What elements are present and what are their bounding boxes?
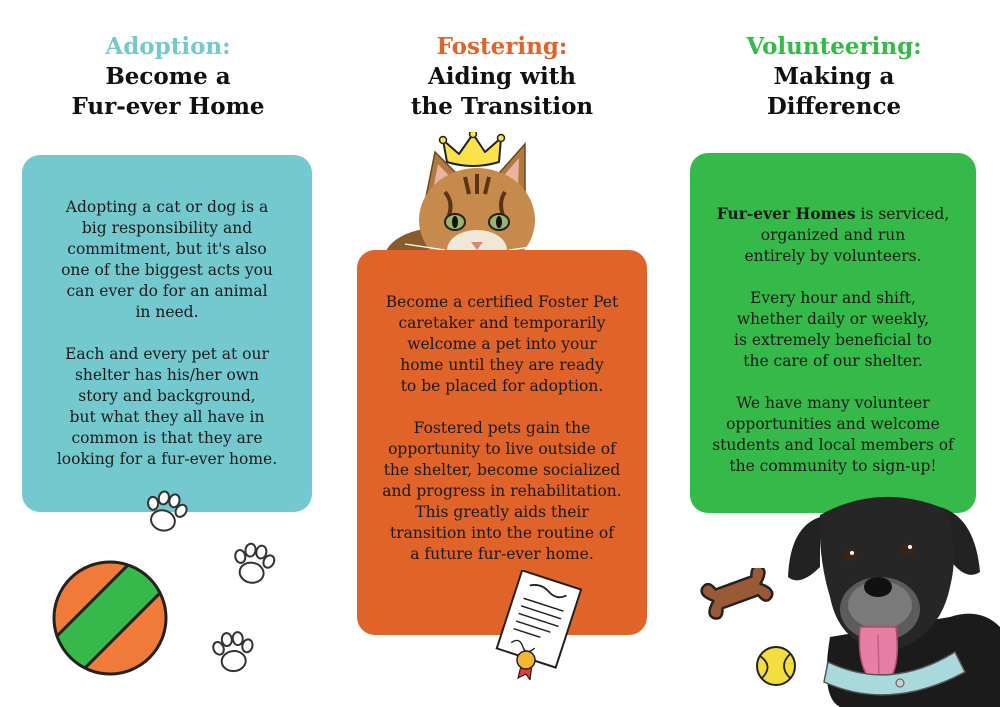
volunteering-paragraph-3: We have many volunteer opportunities and welcome students and local members of the community to sign-up! <box>712 394 954 475</box>
volunteering-paragraph-2: Every hour and shift, whether daily or weekly, is extremely beneficial to the care of our shelter. <box>734 289 932 370</box>
fostering-paragraph-2: Fostered pets gain the opportunity to live outside of the shelter, become socialized and progress in rehabilitation. This greatly aids their transition into the routine of a future fur-ever home. <box>382 419 622 563</box>
adoption-paragraph-1: Adopting a cat or dog is a big responsibility and commitment, but it's also one of the biggest acts you can ever do for an animal in need. <box>61 198 273 321</box>
ball-icon <box>50 558 170 678</box>
adoption-paragraph-2: Each and every pet at our shelter has his/her own story and background, but what they all have in common is that they are looking for a fur-ever home. <box>56 345 278 468</box>
volunteering-heading <box>684 32 984 122</box>
fostering-kicker: Fostering: <box>436 33 568 60</box>
volunteering-panel <box>690 153 976 513</box>
fostering-title: Aiding with the Transition <box>410 63 594 120</box>
volunteering-title: Making a Difference <box>766 63 902 120</box>
paw-print-icon <box>206 626 262 680</box>
adoption-kicker: Adoption: <box>105 33 231 60</box>
dog-image <box>780 487 1000 707</box>
adoption-heading <box>18 32 318 122</box>
adoption-title: Become a Fur-ever Home <box>71 63 265 120</box>
bone-icon <box>696 568 782 628</box>
adoption-panel <box>22 155 312 512</box>
paw-print-icon <box>224 536 284 594</box>
volunteering-kicker: Volunteering: <box>746 33 922 60</box>
certificate-icon <box>488 570 588 680</box>
fostering-heading <box>352 32 652 122</box>
volunteering-paragraph-1 <box>704 203 962 267</box>
org-name: Fur-ever Homes <box>716 204 856 223</box>
volunteering-paragraph-1-rest: is serviced, organized and run entirely by volunteers. <box>744 205 950 265</box>
fostering-paragraph-1: Become a certified Foster Pet caretaker and temporarily welcome a pet into your home until they are ready to be placed for adoption. <box>385 293 619 395</box>
